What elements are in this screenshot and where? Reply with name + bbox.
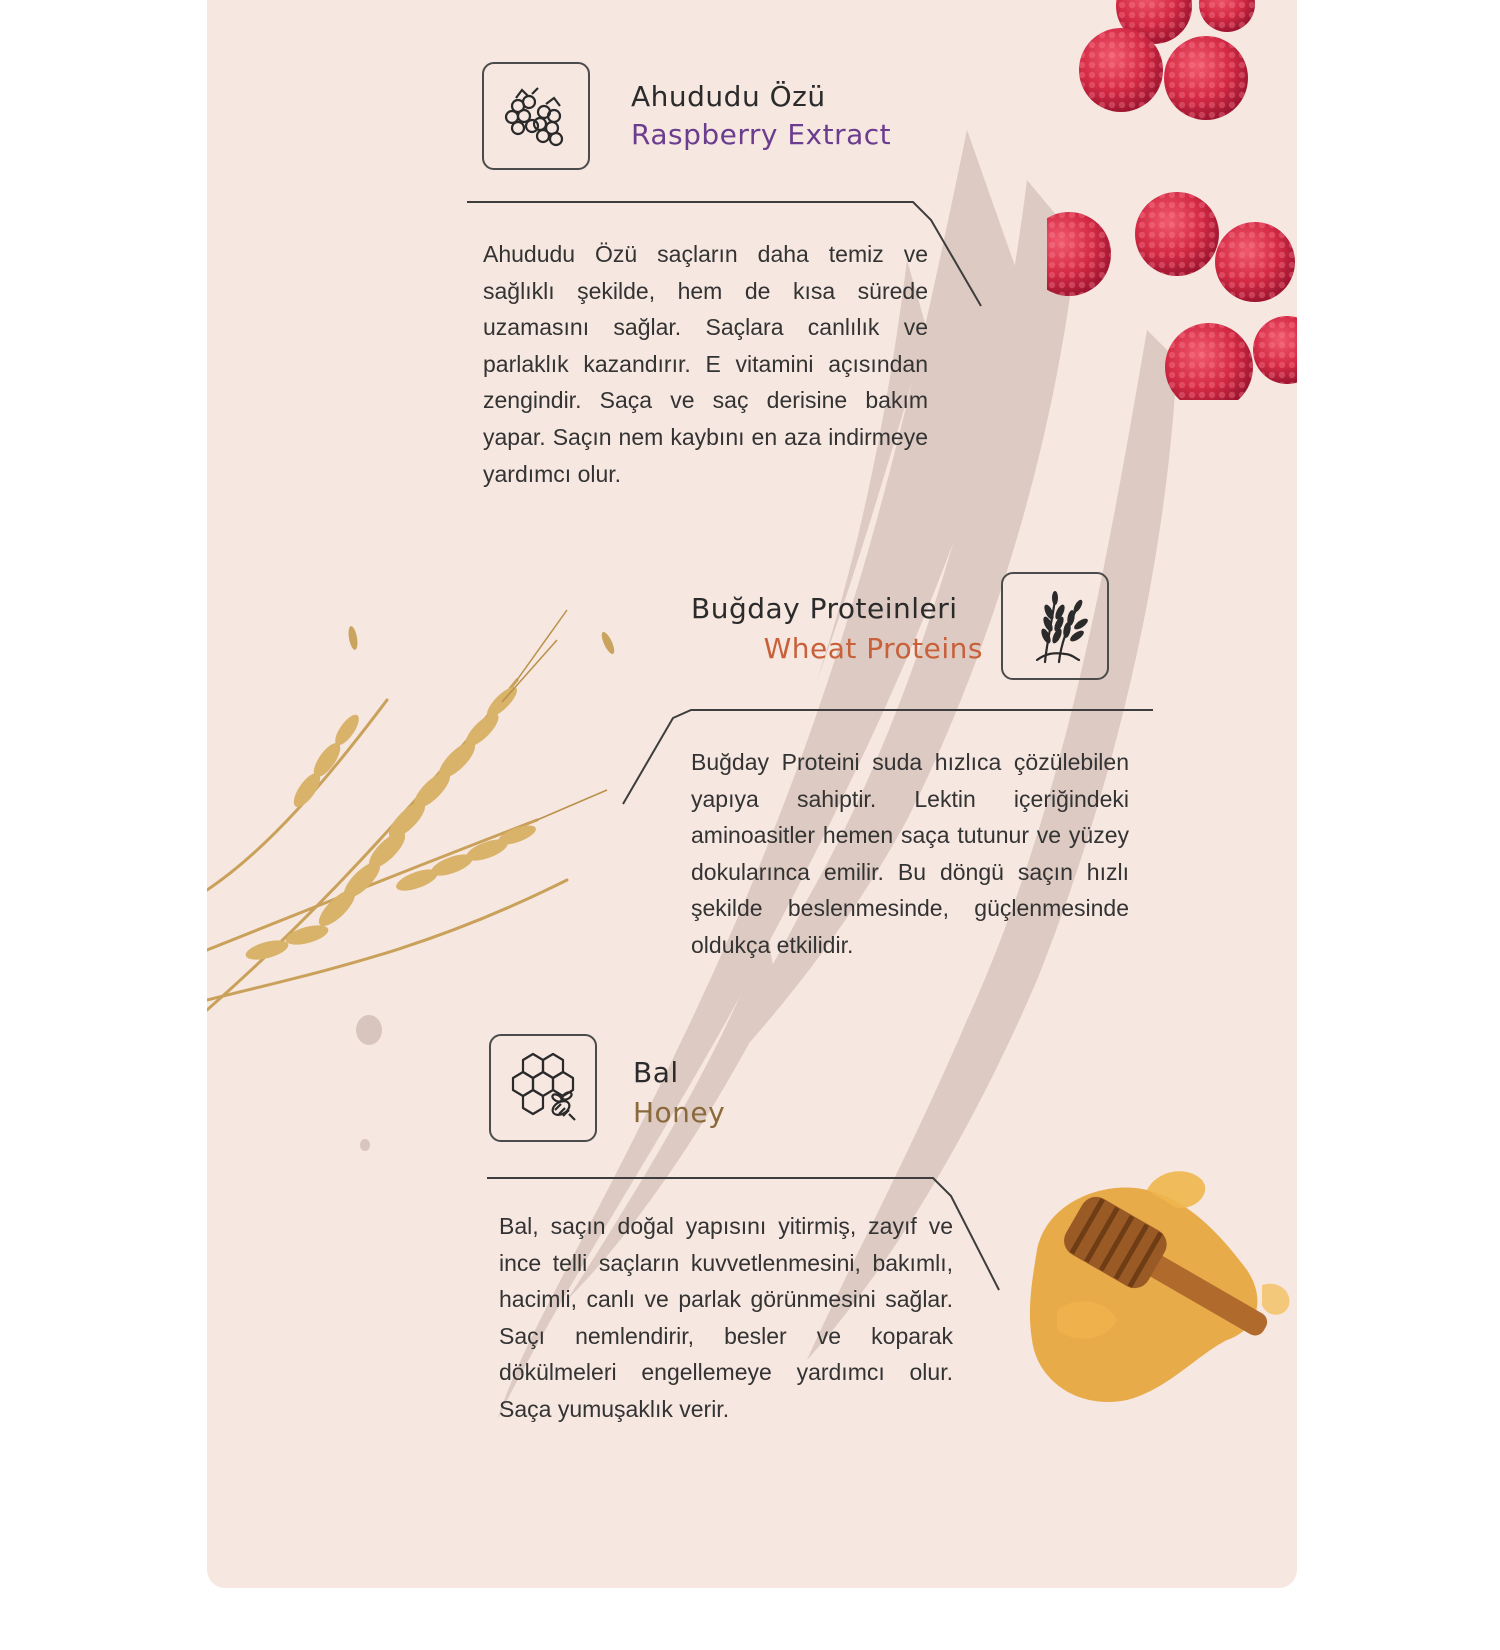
honey-icon-box: [489, 1034, 597, 1142]
wheat-title-tr: Buğday Proteinleri: [691, 592, 958, 625]
wheat-title-en: Wheat Proteins: [763, 632, 983, 665]
honey-dipper-image: [1017, 1160, 1297, 1410]
wheat-stalks-image: [207, 590, 627, 1030]
honey-title-tr: Bal: [633, 1056, 679, 1089]
honey-description: Bal, saçın doğal yapısını yitirmiş, zayıf ve ince telli saçların kuvvetlenmesini, bakımlı, hacimli, canlı ve parlak görünmesini sağlar. Saçı nemlendirir, besler ve koparak dökülmeleri engellemeye yardımcı olur. Saça yumuşaklık verir.: [499, 1213, 953, 1422]
wheat-description: Buğday Proteini suda hızlıca çözülebilen yapıya sahiptir. Lektin içeriğindeki aminoasitler hemen saça tutunur ve yüzey dokularınca emilir. Bu döngü saçın hızlı şekilde beslenmesinde, güçlenmesinde oldukça etkilidir.: [691, 749, 1129, 958]
raspberry-icon-box: [482, 62, 590, 170]
honey-title-en: Honey: [633, 1096, 726, 1129]
ingredients-card: [207, 0, 1297, 1588]
raspberry-icon: [496, 76, 576, 156]
raspberry-description: Ahududu Özü saçların daha temiz ve sağlıklı şekilde, hem de kısa sürede uzamasını sağlar. Saçlara canlılık ve parlaklık kazandırır. E vitamini açısından zengindir. Saça ve saç derisine bakım yapar. Saçın nem kaybını en aza indirmeye yardımcı olur.: [483, 241, 928, 487]
wheat-icon: [1015, 586, 1095, 666]
wheat-icon-box: [1001, 572, 1109, 680]
honeycomb-bee-icon: [503, 1048, 583, 1128]
raspberries-image: [1047, 0, 1297, 400]
raspberry-title-tr: Ahududu Özü: [631, 80, 826, 113]
raspberry-title-en: Raspberry Extract: [631, 118, 892, 151]
